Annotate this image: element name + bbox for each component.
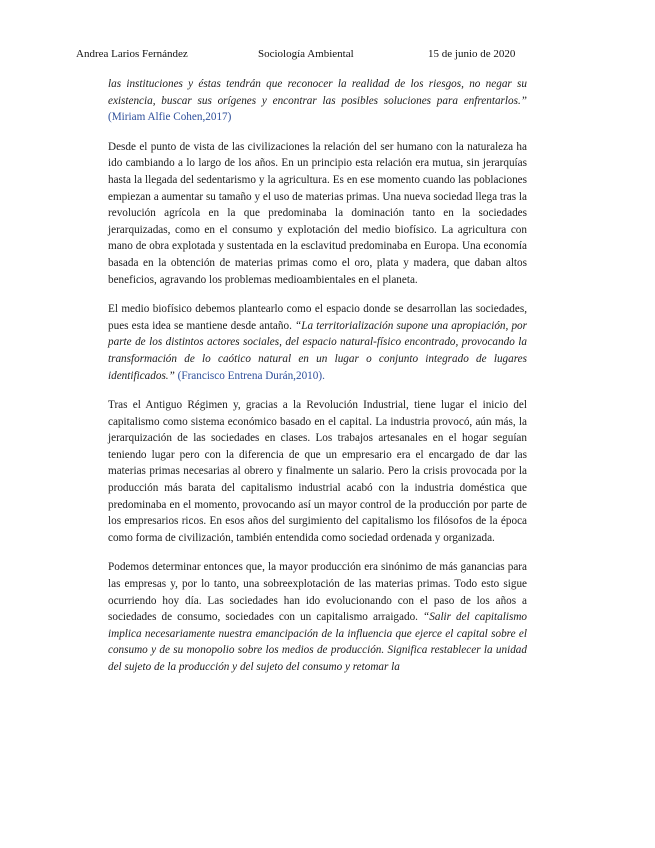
paragraph-1 [108,76,527,126]
citation: (Miriam Alfie Cohen,2017) [108,111,232,124]
quote-text: “Salir del capitalismo implica necesariamente nuestra emancipación de la influencia que ejerce el capital sobre el consumo y de su monopolio sobre los medios de producción. Significa restablecer la unidad del sujeto de la producción y del sujeto del consumo y retomar la [108,611,527,673]
quote-text: las instituciones y éstas tendrán que reconocer la realidad de los riesgos, no negar su existencia, buscar sus orígenes y encontrar las posibles soluciones para enfrentarlos.” [108,78,527,107]
paragraph-4 [108,397,527,546]
document-body [108,76,527,689]
header-subject: Sociología Ambiental [258,48,354,60]
quote-text: “La territorialización supone una apropiación, por parte de los distintos actores sociales, del espacio natural-físico encontrado, provocando la transformación de lo caótico natural en un lugar o conjunto integrado de lugares identificados.” [108,319,527,382]
paragraph-2 [108,139,527,288]
paragraph-text: El medio biofísico debemos plantearlo como el espacio donde se desarrollan las sociedades, pues esta idea se mantiene desde antaño. [108,303,527,332]
header-date: 15 de junio de 2020 [428,48,516,60]
paragraph-5 [108,559,527,675]
paragraph-3 [108,301,527,384]
paragraph-text: Tras el Antiguo Régimen y, gracias a la Revolución Industrial, tiene lugar el inicio del capitalismo como sistema económico basado en el capital. La industria provocó, aún más, la jerarquización de las sociedades en clases. Los trabajos artesanales en el hogar seguían teniendo lugar pero con la diferencia de que un empresario era el encargado de dar las materias primas necesarias al obrero y finalmente un salario. Pero la crisis provocada por la producción más barata del capitalismo industrial acabó con la industria doméstica que predominaba en el momento, provocando así un mayor control de la producción por parte de los empresarios ricos. En esos años del surgimiento del capitalismo los filósofos de la época como forma de civilización, también entendida como sociedad ordenada y organizada. [108,399,527,544]
header-author: Andrea Larios Fernández [76,48,188,60]
paragraph-text: Podemos determinar entonces que, la mayor producción era sinónimo de más ganancias para las empresas y, por lo tanto, una sobreexplotación de las materias primas. Todo esto sigue ocurriendo hoy día. Las sociedades han ido evolucionando con el paso de los años a sociedades de consumo, sociedades con un capitalismo arraigado. [108,561,527,624]
citation: (Francisco Entrena Durán,2010). [174,369,325,382]
paragraph-text: Desde el punto de vista de las civilizaciones la relación del ser humano con la naturaleza ha ido cambiando a lo largo de los años. En un principio esta relación era mutua, sin jerarquías hasta la llegada del sedentarismo y la agricultura. Es en ese momento cuando las poblaciones empiezan a aumentar su tamaño y el uso de materias primas. Una nueva sociedad llega tras la revolución agrícola en la que predominaba la dominación tanto en la sociedades jerarquizadas, como en el consumo y explotación del medio biofísico. La agricultura con mano de obra explotada y sustentada en la esclavitud predominaba en Europa. Una economía basada en la obtención de materias primas como el oro, plata y madera, que daban altos beneficios, agravando los problemas medioambientales en el planeta. [108,140,527,286]
